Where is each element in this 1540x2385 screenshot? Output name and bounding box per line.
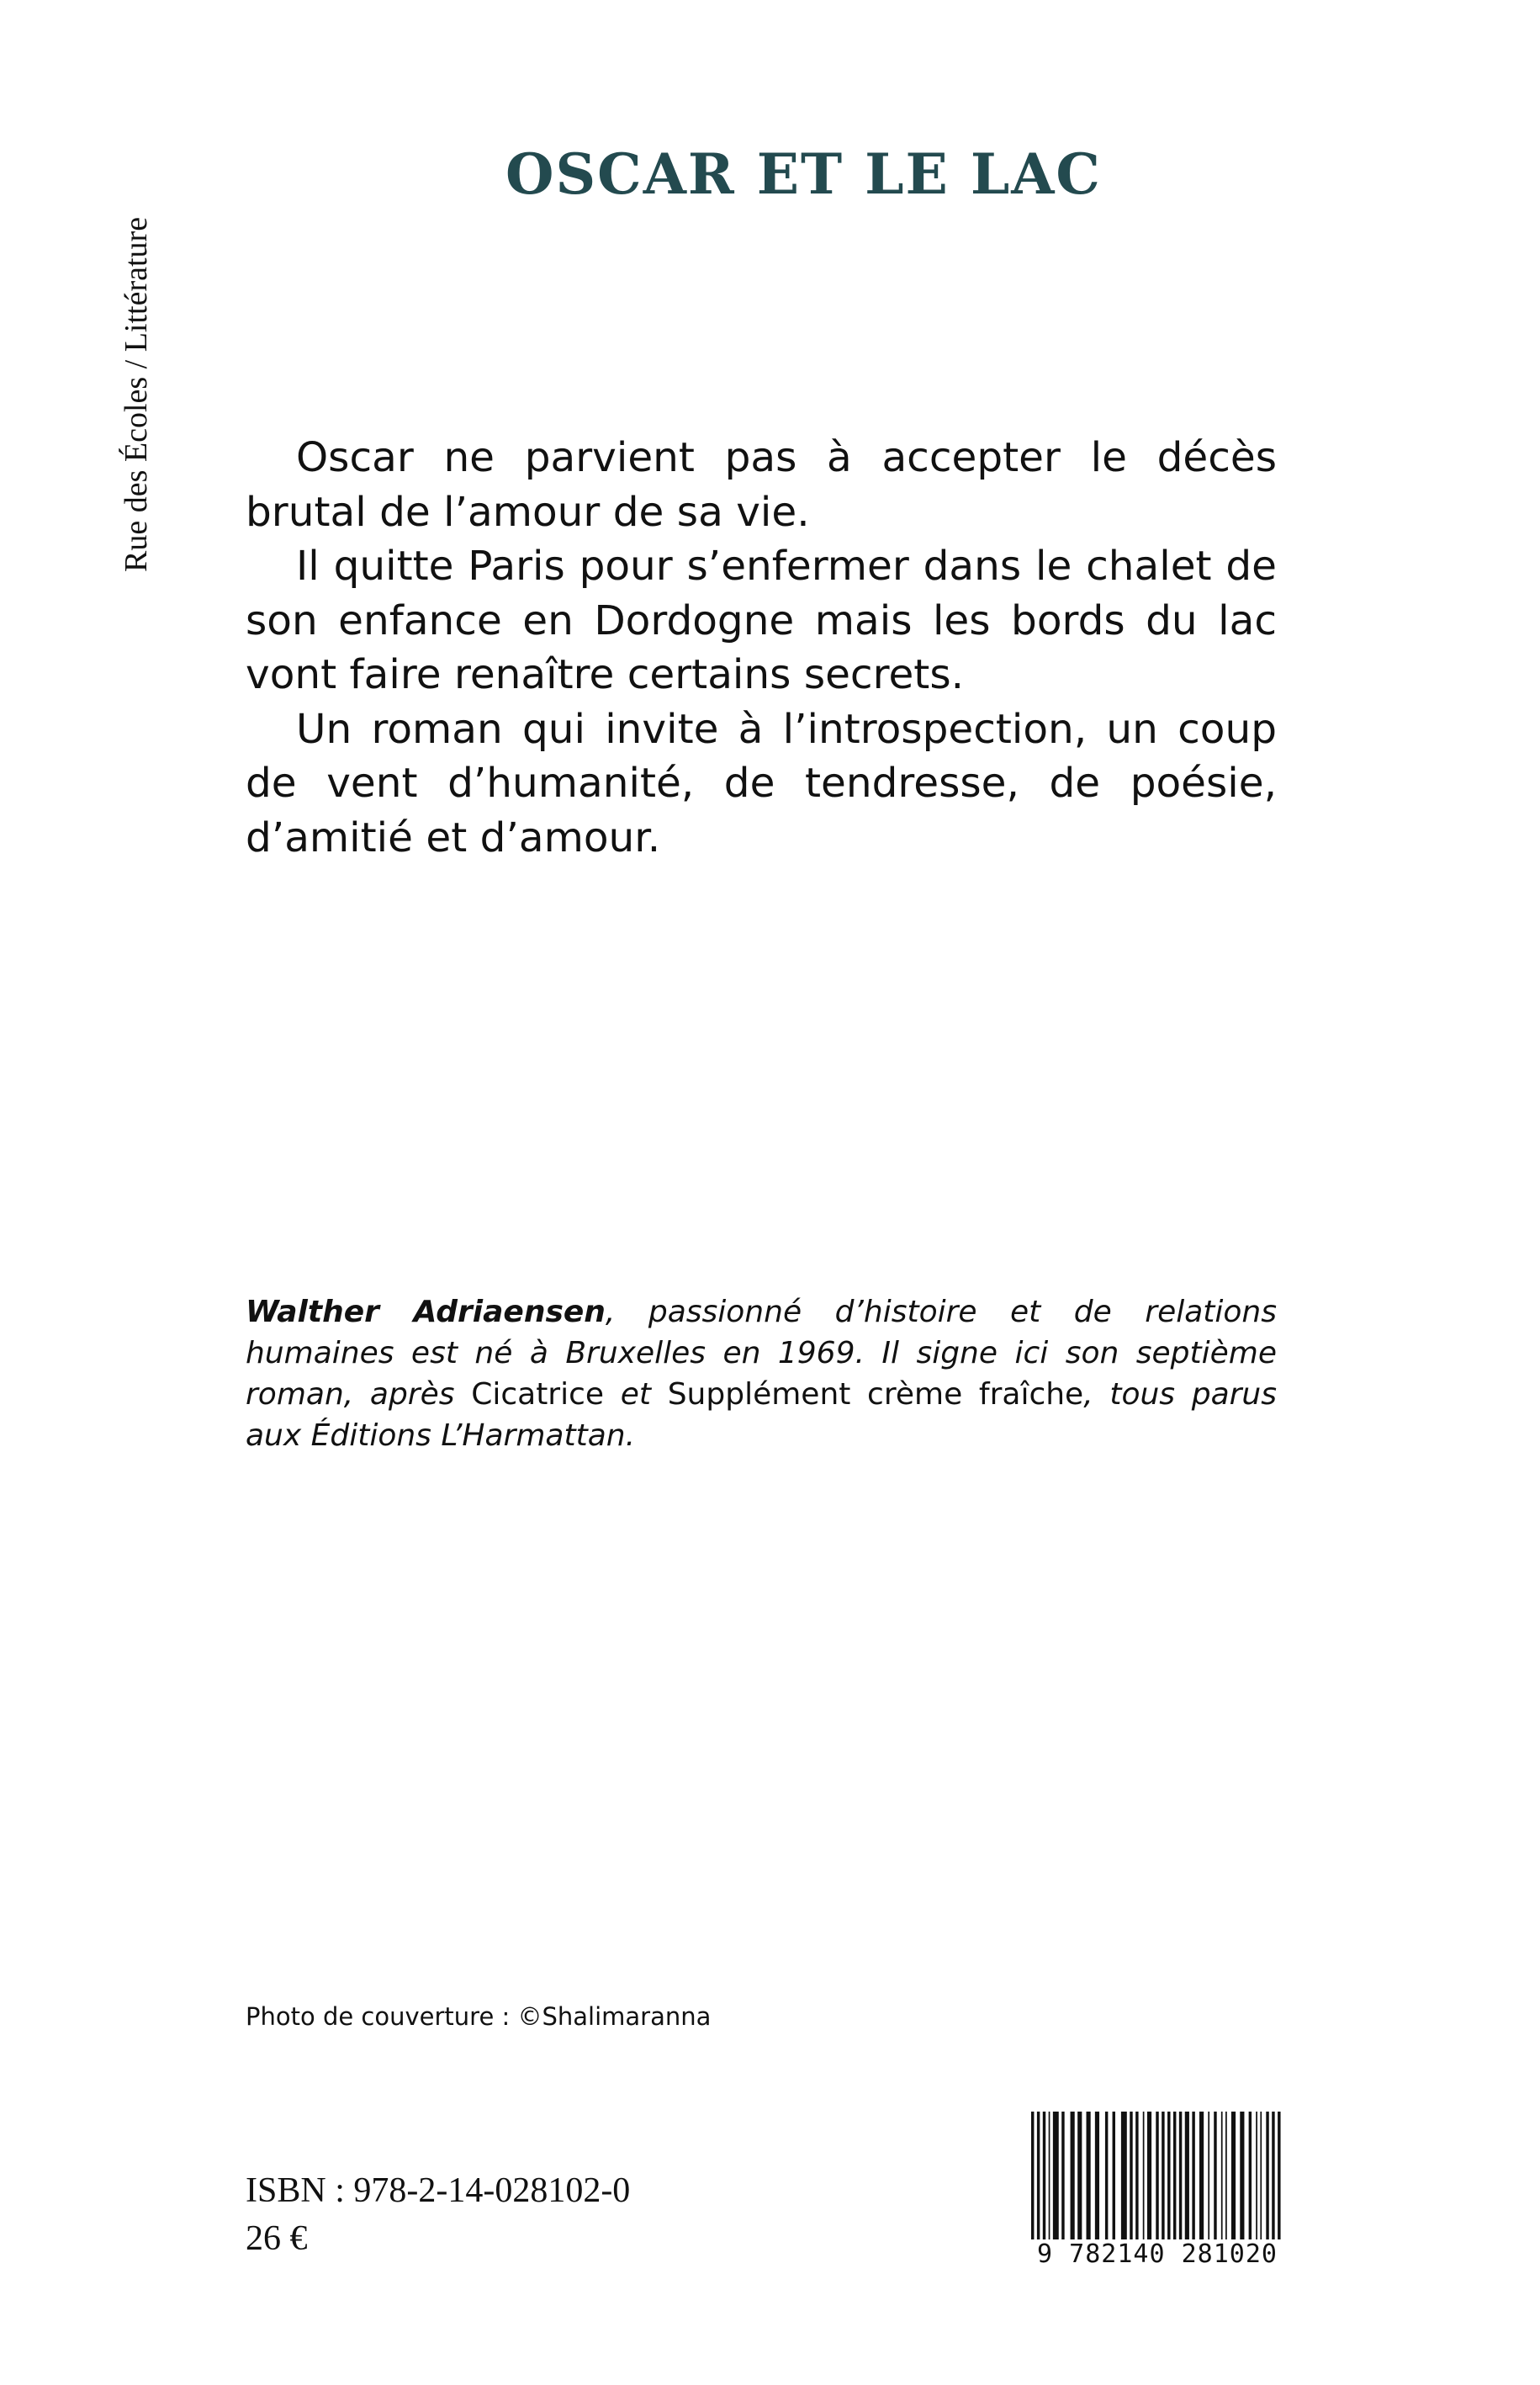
bio-text: , passionné d’histoire et de relations humaines est né à Bruxelles en 1969. Il signe ici son septième roman, après (246, 1295, 1277, 1412)
barcode-bar (1231, 2112, 1236, 2246)
summary-paragraph: Oscar ne parvient pas à accepter le décès brutal de l’amour de sa vie. (246, 434, 1277, 536)
barcode-bar (1214, 2112, 1216, 2246)
barcode-bar (1256, 2112, 1257, 2246)
barcode-bar (1113, 2112, 1115, 2246)
author-bio (246, 1291, 1277, 1456)
barcode-bar (1087, 2112, 1091, 2246)
barcode-bar (1173, 2112, 1176, 2246)
book-title: OSCAR ET LE LAC (505, 141, 1102, 207)
barcode-bars (1028, 2112, 1287, 2246)
isbn: ISBN : 978-2-14-028102-0 (246, 2171, 631, 2210)
barcode-bar (1077, 2112, 1082, 2246)
barcode-bar (1105, 2112, 1108, 2246)
summary-paragraph: Un roman qui invite à l’introspection, un coup de vent d’humanité, de tendresse, de poésie, d’amitié et d’amour. (246, 705, 1277, 861)
barcode-bar (1061, 2112, 1064, 2246)
barcode-bar (1185, 2112, 1189, 2246)
barcode-bar (1208, 2112, 1209, 2246)
barcode-bar (1031, 2112, 1034, 2246)
barcode-bar (1037, 2112, 1040, 2246)
barcode-bar (1249, 2112, 1252, 2246)
barcode-bar (1266, 2112, 1268, 2246)
barcode-bar (1192, 2112, 1194, 2246)
summary-paragraph: Il quitte Paris pour s’enfermer dans le chalet de son enfance en Dordogne mais les bords du lac vont faire renaître certains secrets. (246, 543, 1277, 698)
author-bio-paragraph (246, 1291, 1277, 1456)
barcode-bar (1130, 2112, 1132, 2246)
barcode-bar (1049, 2112, 1050, 2246)
barcode-bar (1199, 2112, 1204, 2246)
bio-text: , tous parus aux Éditions L’Harmattan. (246, 1377, 1278, 1453)
book-reference: Supplément crème fraîche (667, 1377, 1084, 1412)
barcode-bar (1121, 2112, 1127, 2246)
barcode-bar (1135, 2112, 1138, 2246)
book-summary (246, 431, 1277, 865)
barcode-digits: 9 782140 281020 (1028, 2239, 1287, 2269)
barcode-bar (1147, 2112, 1151, 2246)
barcode-bar (1240, 2112, 1244, 2246)
author-name: Walther Adriaensen (246, 1295, 606, 1329)
barcode-bar (1162, 2112, 1164, 2246)
price: 26 € (246, 2219, 308, 2258)
barcode-bar (1043, 2112, 1045, 2246)
barcode-bar (1143, 2112, 1145, 2246)
barcode-bar (1272, 2112, 1274, 2246)
collection-name: Rue des Écoles / Littérature (119, 216, 154, 572)
bio-text: et (604, 1377, 668, 1412)
barcode-bar (1053, 2112, 1059, 2246)
barcode-bar (1179, 2112, 1182, 2246)
barcode-bar (1260, 2112, 1262, 2246)
barcode-bar (1278, 2112, 1280, 2246)
barcode-bar (1095, 2112, 1099, 2246)
photo-credit: Photo de couverture : ©Shalimaranna (246, 2002, 712, 2031)
barcode-bar (1071, 2112, 1075, 2246)
book-reference: Cicatrice (471, 1377, 605, 1412)
barcode-bar (1225, 2112, 1227, 2246)
barcode-bar (1167, 2112, 1170, 2246)
barcode-bar (1221, 2112, 1223, 2246)
barcode-bar (1156, 2112, 1158, 2246)
